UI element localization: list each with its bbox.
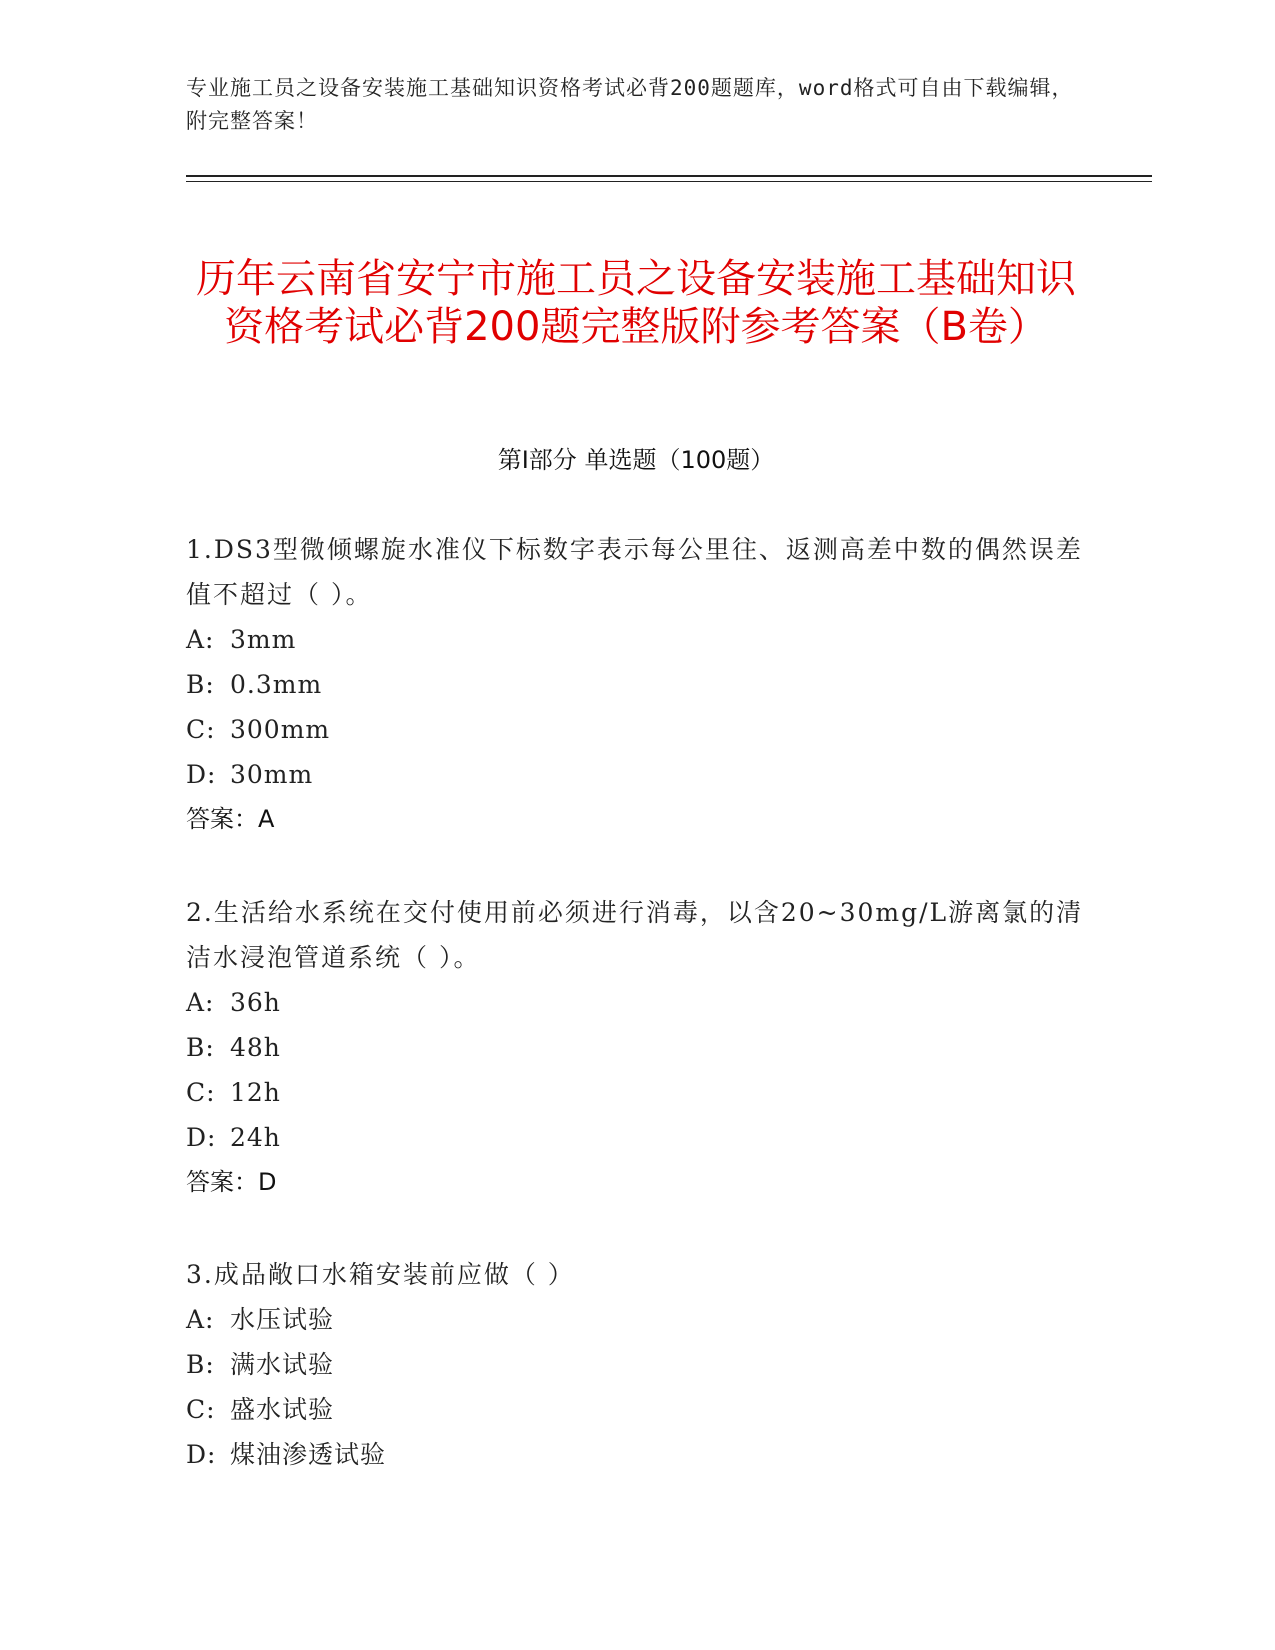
option-b bbox=[186, 662, 1086, 707]
option-key: D: bbox=[186, 1440, 217, 1469]
option-text: 0.3mm bbox=[230, 670, 323, 699]
question-2 bbox=[186, 890, 1086, 1205]
option-key: C: bbox=[186, 715, 216, 744]
option-text: 300mm bbox=[230, 715, 331, 744]
option-d bbox=[186, 1115, 1086, 1160]
header-divider bbox=[186, 175, 1152, 177]
option-text: 12h bbox=[230, 1078, 281, 1107]
option-text: 36h bbox=[230, 988, 281, 1017]
answer-line: 答案：A bbox=[186, 805, 275, 833]
document-title: 历年云南省安宁市施工员之设备安装施工基础知识资格考试必背200题完整版附参考答案（B卷） bbox=[196, 255, 1076, 350]
option-key: A: bbox=[186, 625, 215, 654]
option-text: 24h bbox=[230, 1123, 281, 1152]
option-key: D: bbox=[186, 1123, 217, 1152]
option-d bbox=[186, 1432, 1086, 1477]
answer-line: 答案：D bbox=[186, 1168, 277, 1196]
option-key: C: bbox=[186, 1078, 216, 1107]
option-a bbox=[186, 980, 1086, 1025]
option-b bbox=[186, 1025, 1086, 1070]
option-a bbox=[186, 1297, 1086, 1342]
question-stem: 1.DS3型微倾螺旋水准仪下标数字表示每公里往、返测高差中数的偶然误差值不超过（ ）。 bbox=[186, 535, 1083, 609]
question-3 bbox=[186, 1252, 1086, 1477]
option-text: 满水试验 bbox=[230, 1350, 335, 1379]
option-c bbox=[186, 1070, 1086, 1115]
option-key: D: bbox=[186, 760, 217, 789]
question-stem: 3.成品敞口水箱安装前应做（ ） bbox=[186, 1260, 575, 1289]
option-text: 盛水试验 bbox=[230, 1395, 335, 1424]
option-key: B: bbox=[186, 670, 215, 699]
section-title: 第Ⅰ部分 单选题（100题） bbox=[497, 446, 775, 474]
option-a bbox=[186, 617, 1086, 662]
header-divider-thin bbox=[186, 181, 1152, 182]
question-stem: 2.生活给水系统在交付使用前必须进行消毒，以含20~30mg/L游离氯的清洁水浸泡管道系统（ ）。 bbox=[186, 898, 1084, 972]
option-key: C: bbox=[186, 1395, 216, 1424]
option-b bbox=[186, 1342, 1086, 1387]
option-text: 30mm bbox=[230, 760, 314, 789]
option-text: 水压试验 bbox=[230, 1305, 335, 1334]
option-text: 3mm bbox=[230, 625, 297, 654]
option-text: 煤油渗透试验 bbox=[230, 1440, 387, 1469]
option-key: B: bbox=[186, 1033, 215, 1062]
option-key: A: bbox=[186, 1305, 215, 1334]
option-key: B: bbox=[186, 1350, 215, 1379]
option-d bbox=[186, 752, 1086, 797]
option-c bbox=[186, 1387, 1086, 1432]
option-key: A: bbox=[186, 988, 215, 1017]
option-c bbox=[186, 707, 1086, 752]
header-note: 专业施工员之设备安装施工基础知识资格考试必背200题题库，word格式可自由下载编辑，附完整答案！ bbox=[186, 76, 1074, 133]
option-text: 48h bbox=[230, 1033, 281, 1062]
question-1 bbox=[186, 527, 1086, 842]
